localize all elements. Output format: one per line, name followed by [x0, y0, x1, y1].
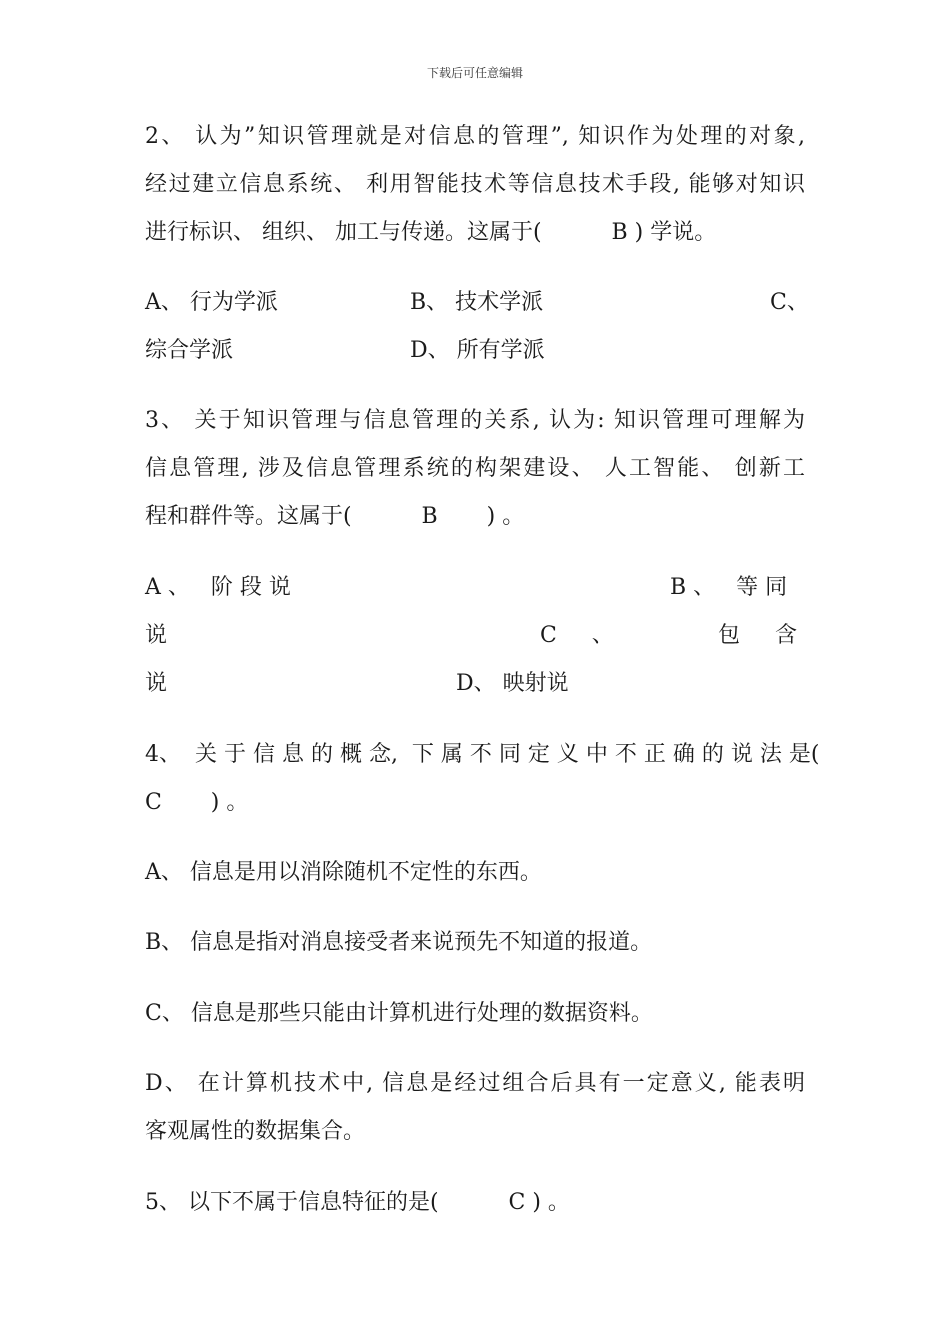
q3-option-d: D、 映射说: [456, 671, 569, 696]
q4-option-c: C、 信息是那些只能由计算机进行处理的数据资料。: [145, 1001, 653, 1026]
q2-stem-line-3: 进行标识、 组织、 加工与传递。这属于( B ) 学说。: [145, 220, 717, 245]
q4-option-a: A、 信息是用以消除随机不定性的东西。: [145, 860, 542, 885]
q2-stem-line-2: 经过建立信息系统、 利用智能技术等信息技术手段, 能够对知识: [145, 172, 805, 197]
q3-option-b: B 、 等 同: [670, 575, 788, 600]
q3-option-c-text: 包 含: [718, 623, 797, 648]
q2-option-c-text: 综合学派: [145, 338, 234, 363]
q4-stem-line-2: C ) 。: [145, 790, 249, 815]
q3-option-a: A 、 阶 段 说: [145, 575, 291, 600]
q3-stem-line-3: 程和群件等。这属于( B ) 。: [145, 504, 525, 529]
q2-option-d: D、 所有学派: [410, 338, 545, 363]
q2-option-b: B、 技术学派: [410, 290, 544, 315]
q5-stem-line-1: 5、 以下不属于信息特征的是( C ) 。: [145, 1190, 570, 1215]
q4-stem-line-1: 4、 关 于 信 息 的 概 念, 下 属 不 同 定 义 中 不 正 确 的 说 法 是(: [145, 742, 820, 767]
q4-option-d-line-2: 客观属性的数据集合。: [145, 1119, 366, 1144]
q3-stem-line-2: 信息管理, 涉及信息管理系统的构架建设、 人工智能、 创新工: [145, 456, 805, 481]
q3-option-c-text-end: 说: [145, 671, 168, 696]
q2-option-a: A、 行为学派: [145, 290, 278, 315]
q2-stem-line-1: 2、 认为”知识管理就是对信息的管理”, 知识作为处理的对象,: [145, 124, 805, 149]
q3-stem-line-1: 3、 关于知识管理与信息管理的关系, 认为: 知识管理可理解为: [145, 408, 805, 433]
page-header: 下载后可任意编辑: [426, 66, 523, 80]
q4-option-b: B、 信息是指对消息接受者来说预先不知道的报道。: [145, 930, 653, 955]
q4-option-d-line-1: D、 在计算机技术中, 信息是经过组合后具有一定意义, 能表明: [145, 1071, 805, 1096]
q3-option-b-text: 说: [145, 623, 168, 648]
q3-option-c-label: C 、: [540, 623, 614, 648]
q2-option-c-label: C、: [770, 290, 809, 315]
